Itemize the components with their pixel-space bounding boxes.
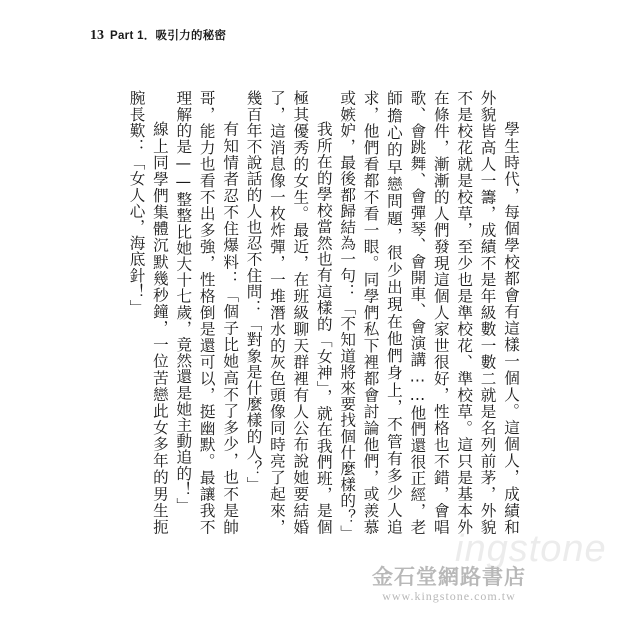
paragraph: 線上同學們集體沉默幾秒鐘，一位苦戀此女多年的男生扼腕長歎：「女人心，海底針！」 bbox=[127, 90, 169, 535]
watermark-url: www.kingstone.com.tw bbox=[382, 589, 516, 603]
watermark-ghost-text: ingstone bbox=[455, 528, 607, 570]
page-header bbox=[90, 27, 226, 44]
paragraph: 有知情者忍不住爆料：「個子比她高不了多少，也不是帥哥，能力也看不出多強，性格倒是還可以，挺幽默。最讓我不理解的是——整整比她大十七歲，竟然還是她主動追的！」 bbox=[174, 90, 240, 535]
body-text bbox=[127, 90, 522, 541]
page-number: 13 bbox=[90, 28, 104, 43]
watermark-logo bbox=[372, 566, 526, 602]
paragraph: 學生時代，每個學校都會有這樣一個人。這個人，成績和外貌皆高人一籌，成績不是年級數一數二就是名列前茅，外貌不是校花就是校草，至少也是準校花、準校草。這只是基本外在條件，漸漸的人們發現這個人家世很好，性格也不錯，會唱歌、會跳舞、會彈琴、會開車、會演講……他們還很正經，老師擔心的早戀問題，很少出現在他們身上，不管有多少人追求，他們看都不看一眼。同學們私下裡都會討論他們，或羨慕或嫉妒，最後都歸結為一句：「不知道將來要找個什麼樣的？」 bbox=[338, 90, 520, 541]
watermark-logo-text: 金石堂網路書店 bbox=[372, 564, 526, 589]
section-label: Part 1．吸引力的秘密 bbox=[110, 30, 227, 42]
paragraph: 我所在的學校當然也有這樣的「女神」，就在我們班，是個極其優秀的女生。最近，在班級聊天群裡有人公布說她要結婚了，這消息像一枚炸彈，一堆潛水的灰色頭像同時亮了起來，幾百年不說話的人也忍不住問：「對象是什麼樣的人？」 bbox=[244, 90, 333, 535]
